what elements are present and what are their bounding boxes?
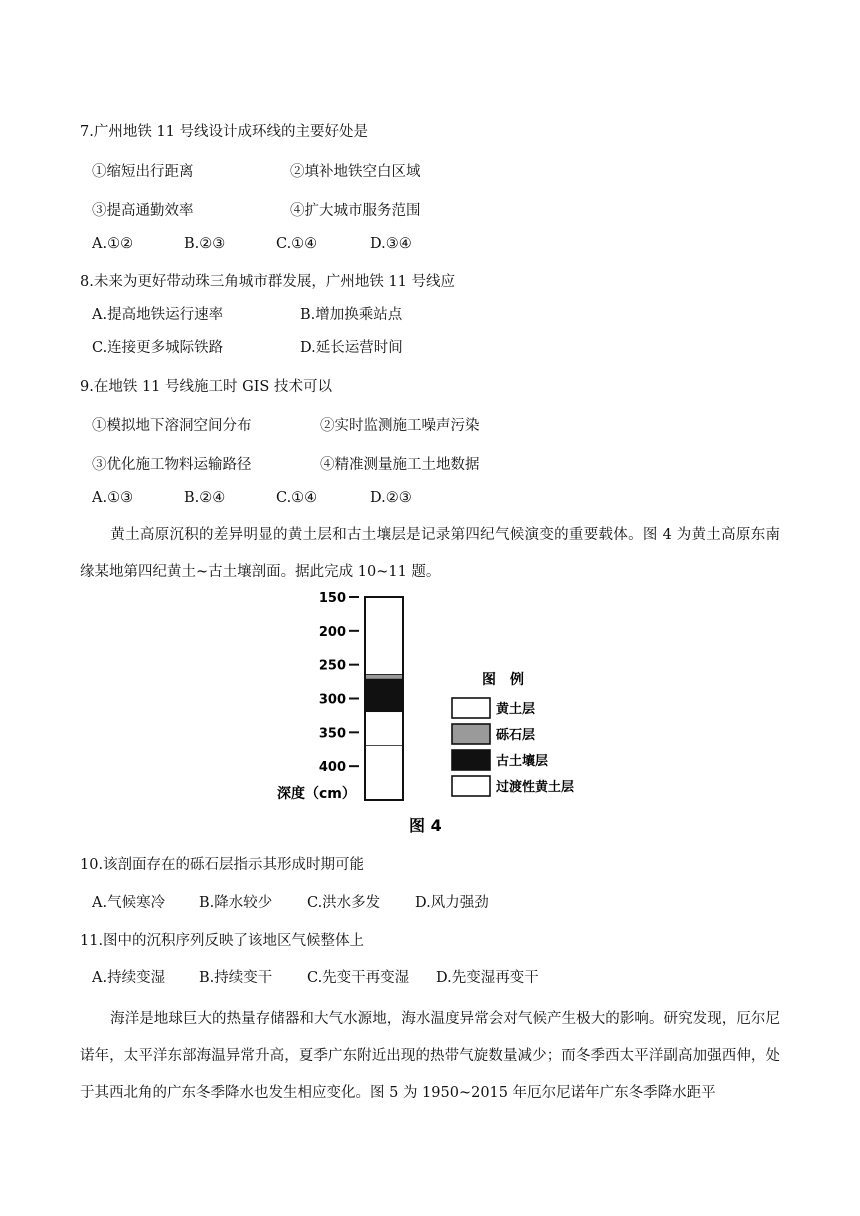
q9-stem: 9.在地铁 11 号线施工时 GIS 技术可以 (80, 379, 332, 395)
legend-swatch (452, 776, 490, 796)
passage-el-nino: 海洋是地球巨大的热量存储器和大气水源地，海水温度异常会对气候产生极大的影响。研究发现，厄尔尼诺年，太平洋东部海温异常升高，夏季广东附近出现的热带气旋数量减少；而冬季西太平洋副高加强西伸，处于其西北角的广东冬季降水也发生相应变化。图 5 为 1950~2015 年厄尔尼诺年广东冬季降水距平 (80, 1011, 780, 1101)
q11-option-b: B.持续变干 (199, 970, 273, 986)
q9-item-1: ①模拟地下溶洞空间分布 (92, 418, 252, 434)
q7-item-3: ③提高通勤效率 (92, 203, 194, 219)
q8-option-b: B.增加换乘站点 (300, 307, 403, 323)
legend-swatch (452, 724, 490, 744)
figure-4-loess-profile (270, 586, 600, 841)
legend-label: 过渡性黄土层 (496, 780, 575, 795)
q10-option-b: B.降水较少 (199, 895, 273, 911)
q7-option-d: D.③④ (370, 236, 412, 252)
legend-title: 图 例 (482, 672, 524, 688)
q11-stem: 11.图中的沉积序列反映了该地区气候整体上 (80, 933, 365, 949)
q7-option-a: A.①② (92, 236, 134, 252)
q10-stem: 10.该剖面存在的砾石层指示其形成时期可能 (80, 857, 365, 873)
q7-item-2: ②填补地铁空白区域 (290, 164, 421, 180)
q7-option-b: B.②③ (184, 236, 226, 252)
q8-option-a: A.提高地铁运行速率 (92, 307, 224, 323)
q7-item-1: ①缩短出行距离 (92, 164, 194, 180)
depth-tick-label: 300 (318, 692, 346, 708)
q11-option-d: D.先变湿再变干 (436, 970, 539, 986)
q8-option-d: D.延长运营时间 (300, 340, 403, 356)
q11-option-c: C.先变干再变湿 (307, 970, 410, 986)
q10-option-c: C.洪水多发 (307, 895, 381, 911)
layer-transition (365, 746, 403, 800)
layer-loess (365, 597, 403, 675)
q9-item-2: ②实时监测施工噪声污染 (320, 418, 480, 434)
q9-option-c: C.①④ (276, 490, 318, 506)
q9-option-a: A.①③ (92, 490, 134, 506)
q7-stem: 7.广州地铁 11 号线设计成环线的主要好处是 (80, 124, 369, 140)
q8-stem: 8.未来为更好带动珠三角城市群发展，广州地铁 11 号线应 (80, 274, 456, 290)
legend-label: 黄土层 (496, 702, 536, 717)
q9-option-b: B.②④ (184, 490, 226, 506)
legend-label: 古土壤层 (496, 754, 549, 769)
depth-tick-label: 400 (318, 760, 346, 776)
q9-item-3: ③优化施工物料运输路径 (92, 457, 252, 473)
passage-loess: 黄土高原沉积的差异明显的黄土层和古土壤层是记录第四纪气候演变的重要载体。图 4 为黄土高原东南缘某地第四纪黄土~古土壤剖面。据此完成 10~11 题。 (80, 527, 780, 580)
layer-paleosol (365, 680, 403, 712)
q9-option-d: D.②③ (370, 490, 412, 506)
q10-option-d: D.风力强劲 (415, 895, 489, 911)
q8-option-c: C.连接更多城际铁路 (92, 340, 224, 356)
q7-item-4: ④扩大城市服务范围 (290, 203, 421, 219)
legend-label: 砾石层 (496, 728, 536, 743)
legend-swatch (452, 698, 490, 718)
layer-transition (365, 712, 403, 746)
legend-swatch (452, 750, 490, 770)
q7-option-c: C.①④ (276, 236, 318, 252)
q9-item-4: ④精准测量施工土地数据 (320, 457, 480, 473)
depth-tick-label: 200 (318, 624, 346, 640)
depth-tick-label: 350 (318, 726, 346, 742)
q11-option-a: A.持续变湿 (92, 970, 166, 986)
figure-4-caption: 图 4 (409, 816, 442, 835)
depth-tick-label: 150 (318, 591, 346, 606)
depth-tick-label: 250 (318, 658, 346, 674)
depth-axis-label: 深度（cm） (277, 786, 356, 802)
q10-option-a: A.气候寒冷 (92, 895, 166, 911)
